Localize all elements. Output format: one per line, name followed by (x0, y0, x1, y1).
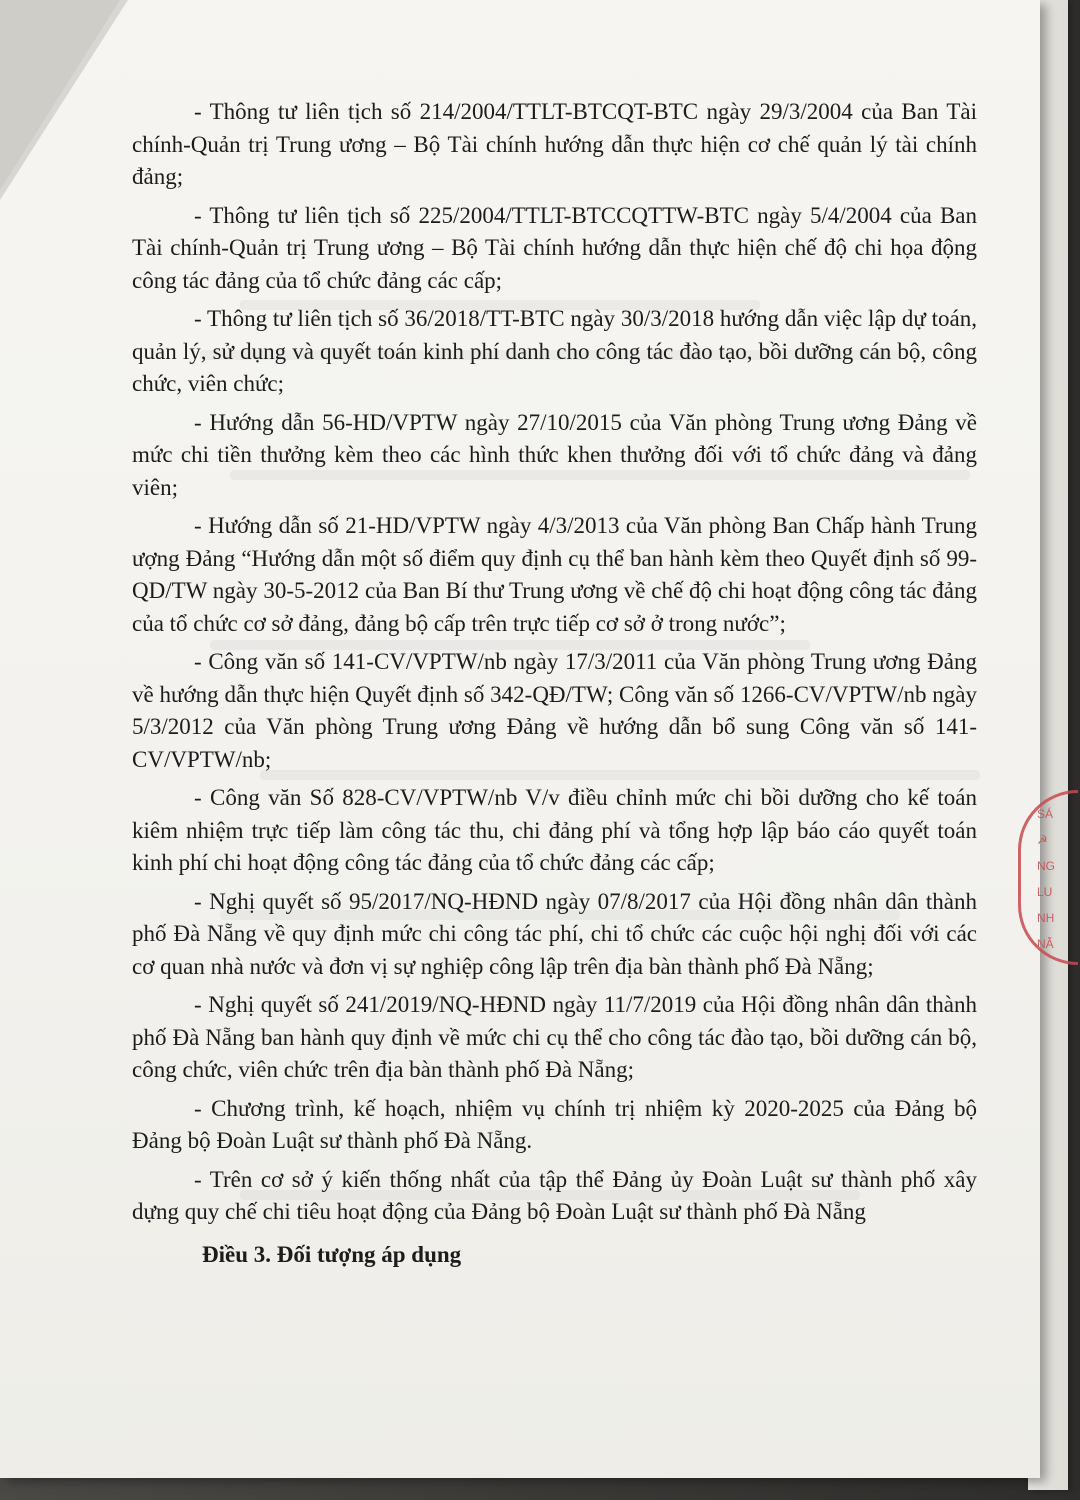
stamp-line: LU (1037, 885, 1053, 899)
document-body (132, 96, 977, 1271)
page-corner-fold (0, 0, 120, 190)
paragraph-5: - Hướng dẫn số 21-HD/VPTW ngày 4/3/2013 của Văn phòng Ban Chấp hành Trung ượng Đảng “Hướng dẫn một số điểm quy định cụ thể ban hành kèm theo Quyết định số 99-QD/TW ngày 30-5-2012 của Ban Bí thư Trung ương về chế độ chi hoạt động công tác đảng của tổ chức cơ sở đảng, đảng bộ cấp trên trực tiếp cơ sở ở trong nước”; (132, 513, 977, 636)
paragraph-10: - Chương trình, kế hoạch, nhiệm vụ chính trị nhiệm kỳ 2020-2025 của Đảng bộ Đảng bộ Đoàn Luật sư thành phố Đà Nẵng. (132, 1095, 977, 1153)
paragraph-7: - Công văn Số 828-CV/VPTW/nb V/v điều chỉnh mức chi bồi dưỡng cho kế toán kiêm nhiệm trực tiếp làm công tác thu, chi đảng phí và tổng hợp lập báo cáo quyết toán kinh phí chi hoạt động công tác đảng của tổ chức đảng các cấp; (132, 785, 977, 875)
section-heading: Điều 3. Đối tượng áp dụng (202, 1241, 462, 1267)
hammer-sickle-icon: ☭ (1037, 833, 1048, 847)
paragraph-4: - Hướng dẫn 56-HD/VPTW ngày 27/10/2015 của Văn phòng Trung ương Đảng về mức chi tiền thưởng kèm theo các hình thức khen thưởng đối với tổ chức đảng và đảng viên; (132, 409, 977, 500)
paragraph-11: - Trên cơ sở ý kiến thống nhất của tập thể Đảng ủy Đoàn Luật sư thành phố xây dựng quy chế chi tiêu hoạt động của Đảng bộ Đoàn Luật sư thành phố Đà Nẵng (132, 1166, 977, 1224)
paragraph-6: - Công văn số 141-CV/VPTW/nb ngày 17/3/2011 của Văn phòng Trung ương Đảng về hướng dẫn thực hiện Quyết định số 342-QĐ/TW; Công văn số 1266-CV/VPTW/nb ngày 5/3/2012 của Văn phòng Trung ương Đảng về hướng dẫn bổ sung Công văn số 141-CV/VPTW/nb; (132, 649, 977, 772)
stamp-line: SÁ (1037, 807, 1054, 821)
stamp-line: NH (1037, 911, 1055, 925)
paragraph-2: - Thông tư liên tịch số 225/2004/TTLT-BTCCQTTW-BTC ngày 5/4/2004 của Ban Tài chính-Quản trị Trung ương – Bộ Tài chính hướng dẫn thực hiện chế độ chi họa động công tác đảng của tổ chức đảng các cấp; (132, 202, 977, 293)
stamp-line: NG (1037, 859, 1055, 873)
paragraph-3: - Thông tư liên tịch số 36/2018/TT-BTC ngày 30/3/2018 hướng dẫn việc lập dự toán, quản lý, sử dụng và quyết toán kinh phí danh cho công tác đào tạo, bồi dưỡng cán bộ, công chức, viên chức; (132, 306, 977, 396)
paragraph-9: - Nghị quyết số 241/2019/NQ-HĐND ngày 11/7/2019 của Hội đồng nhân dân thành phố Đà Nẵng ban hành quy định về mức chi cụ thể cho công tác đào tạo, bồi dưỡng cán bộ, công chức, viên chức trên địa bàn thành phố Đà Nẵng; (132, 992, 977, 1082)
paragraph-8: - Nghị quyết số 95/2017/NQ-HĐND ngày 07/8/2017 của Hội đồng nhân dân thành phố Đà Nẵng về quy định mức chi công tác phí, chi tổ chức các cuộc hội nghị đối với các cơ quan nhà nước và đơn vị sự nghiệp công lập trên địa bàn thành phố Đà Nẵng; (132, 888, 977, 979)
stamp-line: NẴ (1037, 937, 1054, 951)
paragraph-1: - Thông tư liên tịch số 214/2004/TTLT-BTCQT-BTC ngày 29/3/2004 của Ban Tài chính-Quản trị Trung ương – Bộ Tài chính hướng dẫn thực hiện cơ chế quản lý tài chính đảng; (132, 99, 977, 189)
